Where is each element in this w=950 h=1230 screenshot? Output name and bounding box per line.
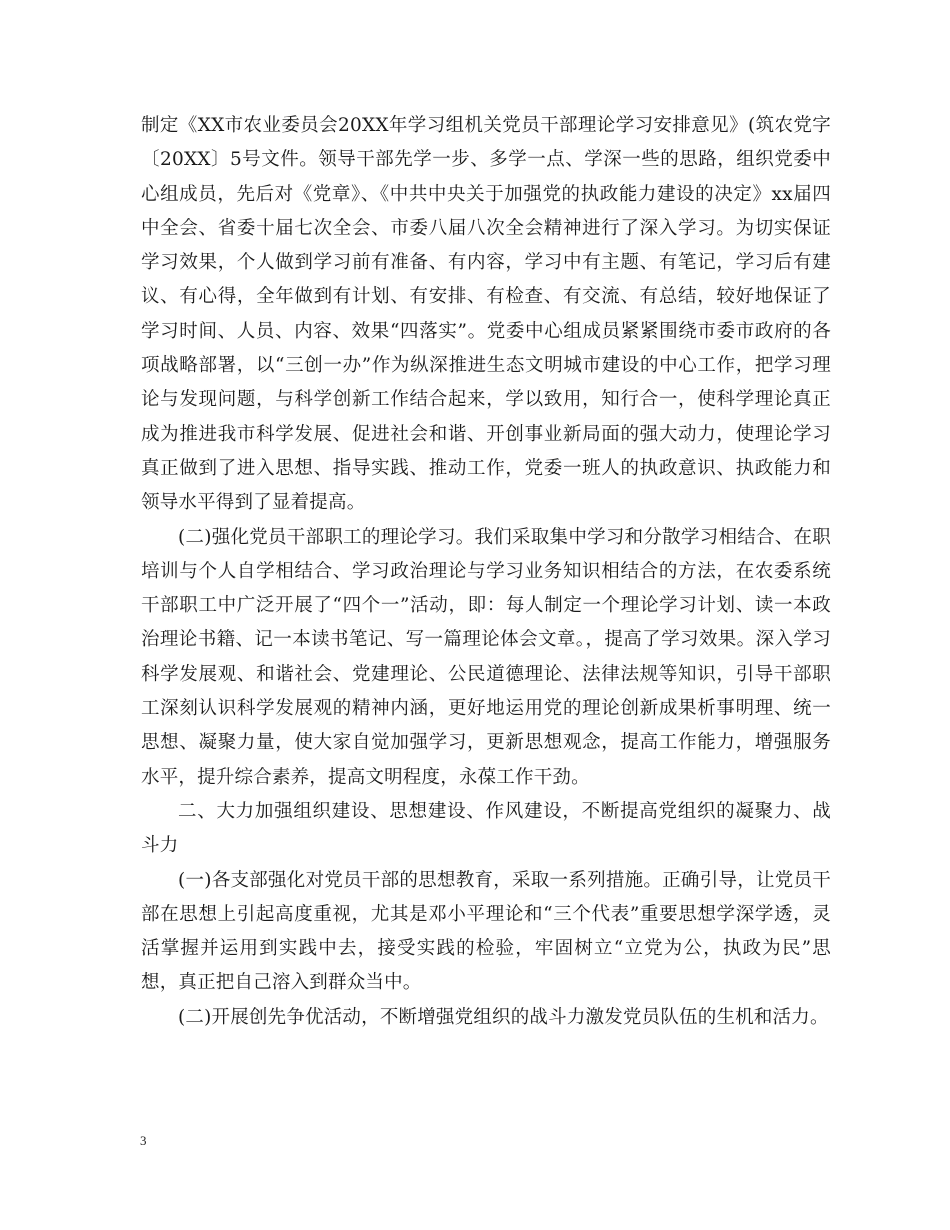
paragraph-2: (二)强化党员干部职工的理论学习。我们采取集中学习和分散学习相结合、在职培训与个人自学相结合、学习政治理论与学习业务知识相结合的方法，在农委系统干部职工中广泛开展了“四个一”活动，即：每人制定一个理论学习计划、读一本政治理论书籍、记一本读书笔记、写一篇理论体会文章。，提高了学习效果。深入学习科学发展观、和谐社会、党建理论、公民道德理论、法律法规等知识，引导干部职工深刻认识科学发展观的精神内涵，更好地运用党的理论创新成果析事明理、统一思想、凝聚力量，使大家自觉加强学习，更新思想观念，提高工作能力，增强服务水平，提升综合素养，提高文明程度，永葆工作干劲。 — [141, 526, 831, 788]
paragraph-4: (二)开展创先争优活动，不断增强党组织的战斗力激发党员队伍的生机和活力。 — [178, 1006, 829, 1028]
paragraph-1: 制定《XX市农业委员会20XX年学习组机关党员干部理论学习安排意见》(筑农党字〔20XX〕5号文件。领导干部先学一步、多学一点、学深一些的思路，组织党委中心组成员，先后对《党章》、《中共中央关于加强党的执政能力建设的决定》xx届四中全会、省委十届七次全会、市委八届八次全会精神进行了深入学习。为切实保证学习效果，个人做到学习前有准备、有内容，学习中有主题、有笔记，学习后有建议、有心得，全年做到有计划、有安排、有检查、有交流、有总结，较好地保证了学习时间、人员、内容、效果“四落实”。党委中心组成员紧紧围绕市委市政府的各项战略部署，以“三创一办”作为纵深推进生态文明城市建设的中心工作，把学习理论与发现问题，与科学创新工作结合起来，学以致用，知行合一，使科学理论真正成为推进我市科学发展、促进社会和谐、开创事业新局面的强大动力，使理论学习真正做到了进入思想、指导实践、推动工作，党委一班人的执政意识、执政能力和领导水平得到了显着提高。 — [141, 115, 831, 514]
section-heading: 二、大力加强组织建设、思想建设、作风建设，不断提高党组织的凝聚力、战斗力 — [141, 800, 831, 857]
document-body — [141, 109, 831, 1035]
page-number: 3 — [140, 1133, 147, 1148]
paragraph-3: (一)各支部强化对党员干部的思想教育，采取一系列措施。正确引导，让党员干部在思想上引起高度重视，尤其是邓小平理论和“三个代表”重要思想学深学透，灵活掌握并运用到实践中去，接受实践的检验，牢固树立“立党为公，执政为民”思想，真正把自己溶入到群众当中。 — [141, 869, 831, 994]
